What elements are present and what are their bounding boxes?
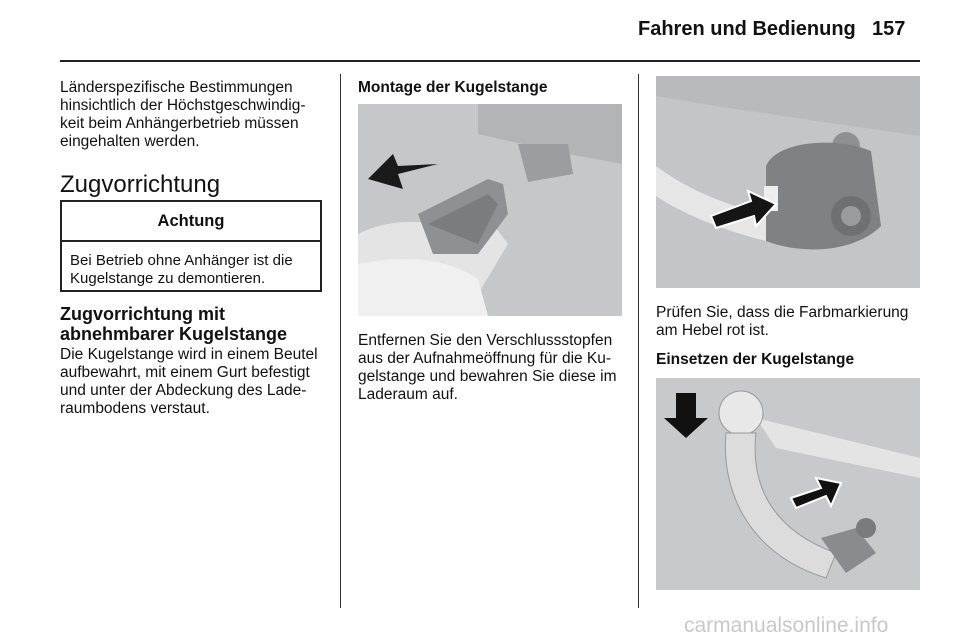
warning-notice bbox=[60, 200, 322, 292]
plug-removal-caption: Entfernen Sie den Verschlussstopfen aus der Aufnahmeöffnung für die Ku- gelstange und bewahren Sie diese im Laderaum auf. bbox=[358, 332, 617, 403]
plug-removal-illustration bbox=[358, 104, 622, 316]
page-number: 157 bbox=[872, 18, 906, 40]
notice-title: Achtung bbox=[62, 202, 320, 242]
insert-heading: Einsetzen der Kugelstange bbox=[656, 351, 855, 368]
lever-check-caption: Prüfen Sie, dass die Farbmarkierung am Hebel rot ist. bbox=[656, 304, 909, 339]
storage-paragraph: Die Kugelstange wird in einem Beutel aufbewahrt, mit einem Gurt befestigt und unter der Abdeckung des Lade- raumbodens verstaut. bbox=[60, 346, 318, 417]
header-divider bbox=[60, 60, 920, 62]
section-heading: Zugvorrichtung bbox=[60, 171, 221, 198]
lever-check-illustration bbox=[656, 76, 920, 288]
ball-bar-insertion-illustration bbox=[656, 378, 920, 590]
watermark: carmanualsonline.info bbox=[684, 614, 889, 637]
notice-text: Bei Betrieb ohne Anhänger ist die Kugelstange zu demontieren. bbox=[70, 252, 293, 287]
intro-paragraph: Länderspezifische Bestimmungen hinsichtlich der Höchstgeschwindig- keit beim Anhängerbetrieb müssen eingehalten werden. bbox=[60, 79, 306, 150]
page-title: Fahren und Bedienung bbox=[638, 18, 856, 40]
mounting-heading: Montage der Kugelstange bbox=[358, 79, 548, 96]
column-divider-2 bbox=[638, 74, 639, 608]
subsection-heading: Zugvorrichtung mit abnehmbarer Kugelstange bbox=[60, 304, 288, 344]
column-divider-1 bbox=[340, 74, 341, 608]
